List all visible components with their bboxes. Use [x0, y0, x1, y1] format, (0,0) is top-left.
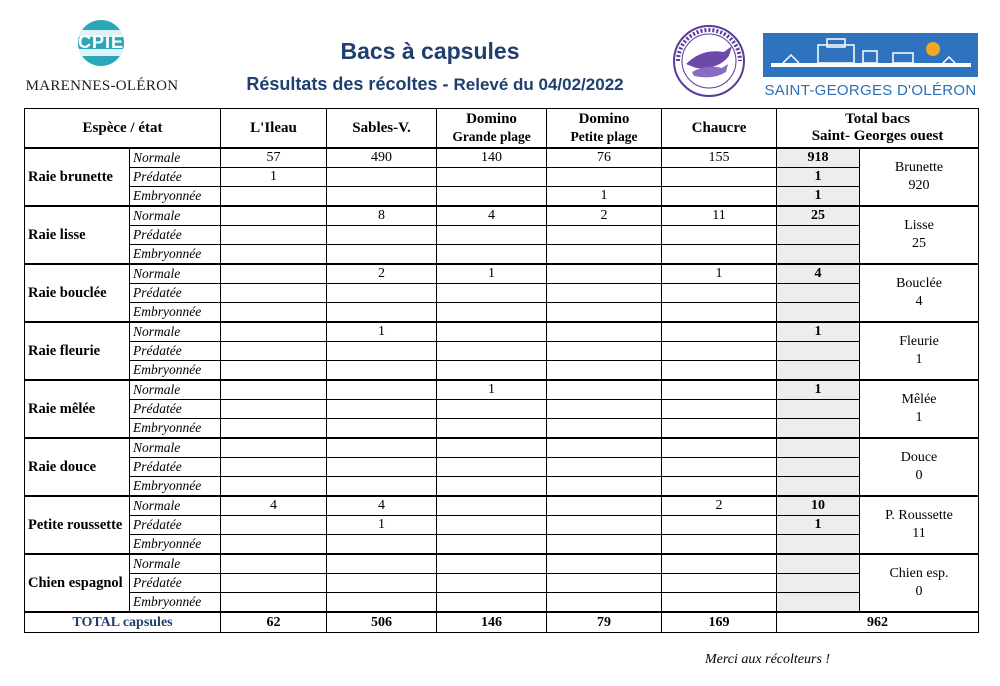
table-row	[25, 245, 979, 265]
count-cell	[221, 400, 327, 419]
species-name: Raie douce	[25, 438, 130, 496]
state-label: Embryonnée	[130, 303, 221, 323]
count-cell	[547, 361, 662, 381]
count-cell	[662, 535, 777, 555]
count-cell	[437, 438, 547, 458]
table-row	[25, 226, 979, 245]
header-domino-petite-sub: Petite plage	[570, 128, 638, 144]
state-label: Prédatée	[130, 458, 221, 477]
table-row	[25, 438, 979, 458]
summary-total: 0	[915, 584, 923, 599]
count-cell	[221, 342, 327, 361]
count-cell	[437, 168, 547, 187]
count-cell	[547, 496, 662, 516]
count-cell	[547, 574, 662, 593]
count-cell	[437, 400, 547, 419]
cpie-logo-letters: CPIE	[78, 32, 124, 52]
count-cell: 11	[662, 206, 777, 226]
count-cell	[547, 226, 662, 245]
row-total-cell	[777, 477, 860, 497]
row-total-cell: 10	[777, 496, 860, 516]
count-cell	[662, 419, 777, 439]
grand-total-cell: 962	[777, 612, 979, 633]
count-cell	[437, 322, 547, 342]
count-cell	[221, 303, 327, 323]
count-cell	[221, 322, 327, 342]
summary-total: 0	[915, 468, 923, 483]
count-cell	[662, 322, 777, 342]
count-cell	[221, 187, 327, 207]
table-row	[25, 187, 979, 207]
count-cell	[327, 419, 437, 439]
row-total-cell: 4	[777, 264, 860, 284]
summary-name: Mêlée	[901, 392, 937, 407]
species-name: Petite roussette	[25, 496, 130, 554]
thanks-note: Merci aux récolteurs !	[705, 652, 831, 667]
state-label: Normale	[130, 438, 221, 458]
subtitle-date: Relevé du 04/02/2022	[453, 75, 624, 94]
summary-name: P. Roussette	[885, 508, 953, 523]
count-cell	[547, 593, 662, 613]
state-label: Embryonnée	[130, 419, 221, 439]
header-species-state: Espèce / état	[25, 109, 221, 149]
saint-georges-logo	[763, 33, 978, 99]
state-label: Prédatée	[130, 574, 221, 593]
count-cell	[547, 284, 662, 303]
count-cell: 1	[437, 264, 547, 284]
subtitle-text: Résultats des récoltes -	[246, 74, 454, 94]
row-total-cell	[777, 419, 860, 439]
count-cell: 1	[662, 264, 777, 284]
count-cell	[662, 361, 777, 381]
count-cell	[437, 496, 547, 516]
count-cell	[327, 226, 437, 245]
count-cell: 1	[327, 516, 437, 535]
count-cell	[327, 245, 437, 265]
state-label: Normale	[130, 554, 221, 574]
count-cell	[327, 477, 437, 497]
count-cell: 155	[662, 148, 777, 168]
count-cell	[437, 593, 547, 613]
count-cell: 2	[547, 206, 662, 226]
species-summary	[860, 322, 979, 380]
summary-total: 1	[915, 352, 923, 367]
count-cell	[437, 574, 547, 593]
count-cell	[547, 458, 662, 477]
count-cell	[327, 380, 437, 400]
count-cell: 57	[221, 148, 327, 168]
count-cell	[437, 187, 547, 207]
summary-name: Lisse	[904, 218, 934, 233]
row-total-cell: 1	[777, 187, 860, 207]
count-cell	[662, 168, 777, 187]
count-cell: 490	[327, 148, 437, 168]
count-cell	[221, 361, 327, 381]
count-cell	[662, 593, 777, 613]
summary-total: 920	[908, 178, 930, 193]
count-cell	[327, 458, 437, 477]
count-cell	[437, 419, 547, 439]
count-cell	[547, 516, 662, 535]
count-cell	[547, 419, 662, 439]
count-cell	[547, 535, 662, 555]
header-domino-petite	[547, 109, 662, 149]
species-summary	[860, 206, 979, 264]
count-cell	[221, 593, 327, 613]
table-row	[25, 574, 979, 593]
table-row	[25, 342, 979, 361]
count-cell	[327, 303, 437, 323]
count-cell: 2	[327, 264, 437, 284]
count-cell	[327, 400, 437, 419]
row-total-cell	[777, 361, 860, 381]
table-row	[25, 361, 979, 381]
row-total-cell	[777, 284, 860, 303]
species-name: Raie mêlée	[25, 380, 130, 438]
count-cell	[327, 361, 437, 381]
header-total-title: Total bacs	[845, 111, 910, 127]
count-cell	[662, 516, 777, 535]
column-total-cell: 62	[221, 612, 327, 633]
header-domino-grande	[437, 109, 547, 149]
state-label: Embryonnée	[130, 361, 221, 381]
count-cell	[327, 438, 437, 458]
state-label: Normale	[130, 496, 221, 516]
count-cell	[437, 458, 547, 477]
table-row	[25, 535, 979, 555]
row-total-cell	[777, 226, 860, 245]
row-total-cell	[777, 400, 860, 419]
table-row	[25, 380, 979, 400]
state-label: Normale	[130, 380, 221, 400]
table-row	[25, 496, 979, 516]
count-cell	[221, 554, 327, 574]
count-cell	[221, 535, 327, 555]
count-cell: 1	[437, 380, 547, 400]
count-cell	[327, 168, 437, 187]
row-total-cell: 25	[777, 206, 860, 226]
count-cell: 2	[662, 496, 777, 516]
count-cell: 1	[327, 322, 437, 342]
cpie-logo	[22, 18, 182, 98]
count-cell	[437, 226, 547, 245]
table-row	[25, 264, 979, 284]
species-summary	[860, 148, 979, 206]
count-cell	[547, 380, 662, 400]
state-label: Prédatée	[130, 226, 221, 245]
species-name: Raie fleurie	[25, 322, 130, 380]
table-row	[25, 419, 979, 439]
summary-name: Chien esp.	[889, 566, 949, 581]
table-row	[25, 303, 979, 323]
count-cell	[662, 458, 777, 477]
count-cell	[327, 574, 437, 593]
count-cell	[547, 554, 662, 574]
count-cell	[221, 438, 327, 458]
summary-name: Bouclée	[896, 276, 942, 291]
row-total-cell	[777, 438, 860, 458]
count-cell: 140	[437, 148, 547, 168]
species-name: Chien espagnol	[25, 554, 130, 612]
count-cell	[327, 187, 437, 207]
totals-row	[25, 612, 979, 633]
count-cell	[221, 264, 327, 284]
count-cell: 4	[327, 496, 437, 516]
count-cell	[437, 245, 547, 265]
count-cell	[437, 303, 547, 323]
count-cell: 4	[221, 496, 327, 516]
row-total-cell: 1	[777, 516, 860, 535]
count-cell	[327, 554, 437, 574]
state-label: Prédatée	[130, 168, 221, 187]
summary-total: 4	[915, 294, 923, 309]
count-cell	[662, 380, 777, 400]
page-title: Bacs à capsules	[340, 38, 520, 64]
count-cell	[437, 477, 547, 497]
state-label: Normale	[130, 148, 221, 168]
species-name: Raie bouclée	[25, 264, 130, 322]
town-logo-name: SAINT-GEORGES D'OLÉRON	[764, 82, 977, 99]
count-cell: 8	[327, 206, 437, 226]
column-total-cell: 169	[662, 612, 777, 633]
count-cell	[221, 226, 327, 245]
count-cell	[221, 477, 327, 497]
table-row	[25, 458, 979, 477]
row-total-cell	[777, 554, 860, 574]
column-total-cell: 146	[437, 612, 547, 633]
summary-total: 11	[912, 526, 926, 541]
count-cell	[662, 226, 777, 245]
count-cell	[662, 438, 777, 458]
count-cell: 4	[437, 206, 547, 226]
count-cell	[327, 593, 437, 613]
count-cell	[547, 264, 662, 284]
count-cell	[327, 535, 437, 555]
count-cell	[662, 284, 777, 303]
state-label: Normale	[130, 206, 221, 226]
cpie-logo-city: MARENNES-OLÉRON	[25, 78, 179, 94]
state-label: Prédatée	[130, 342, 221, 361]
count-cell	[221, 458, 327, 477]
page-subtitle	[205, 74, 665, 95]
count-cell	[662, 400, 777, 419]
count-cell	[221, 284, 327, 303]
results-body	[25, 148, 979, 633]
table-row	[25, 554, 979, 574]
state-label: Prédatée	[130, 284, 221, 303]
count-cell	[547, 245, 662, 265]
count-cell	[437, 361, 547, 381]
species-summary	[860, 496, 979, 554]
count-cell	[221, 574, 327, 593]
summary-name: Brunette	[894, 160, 944, 175]
state-label: Normale	[130, 322, 221, 342]
count-cell: 1	[547, 187, 662, 207]
species-summary	[860, 438, 979, 496]
state-label: Normale	[130, 264, 221, 284]
summary-total: 1	[915, 410, 923, 425]
count-cell	[437, 284, 547, 303]
header-sables: Sables-V.	[327, 109, 437, 149]
state-label: Prédatée	[130, 400, 221, 419]
row-total-cell	[777, 458, 860, 477]
town-skyline-icon	[763, 33, 978, 77]
summary-name: Douce	[900, 450, 938, 465]
species-summary	[860, 554, 979, 612]
state-label: Embryonnée	[130, 477, 221, 497]
count-cell	[437, 535, 547, 555]
count-cell	[437, 342, 547, 361]
count-cell	[221, 419, 327, 439]
table-row	[25, 148, 979, 168]
header-chaucre: Chaucre	[662, 109, 777, 149]
count-cell	[221, 380, 327, 400]
row-total-cell	[777, 303, 860, 323]
table-row	[25, 400, 979, 419]
count-cell	[547, 400, 662, 419]
count-cell	[221, 245, 327, 265]
count-cell	[327, 342, 437, 361]
count-cell: 1	[221, 168, 327, 187]
column-total-cell: 506	[327, 612, 437, 633]
header-lileau: L'Ileau	[221, 109, 327, 149]
count-cell	[437, 554, 547, 574]
cpie-emblem-icon	[78, 20, 124, 66]
count-cell	[662, 574, 777, 593]
count-cell	[662, 554, 777, 574]
row-total-cell: 1	[777, 322, 860, 342]
count-cell	[662, 477, 777, 497]
species-summary	[860, 380, 979, 438]
table-row	[25, 284, 979, 303]
count-cell	[547, 342, 662, 361]
count-cell	[221, 516, 327, 535]
count-cell	[662, 187, 777, 207]
count-cell	[547, 303, 662, 323]
state-label: Embryonnée	[130, 245, 221, 265]
table-row	[25, 206, 979, 226]
count-cell	[662, 303, 777, 323]
count-cell	[327, 284, 437, 303]
count-cell	[547, 477, 662, 497]
row-total-cell: 1	[777, 380, 860, 400]
table-row	[25, 593, 979, 613]
count-cell	[221, 206, 327, 226]
table-header-row	[25, 109, 979, 149]
header-domino-grande-title: Domino	[466, 110, 517, 127]
count-cell: 76	[547, 148, 662, 168]
state-label: Embryonnée	[130, 535, 221, 555]
row-total-cell	[777, 245, 860, 265]
row-total-cell	[777, 535, 860, 555]
totals-label: TOTAL capsules	[25, 612, 221, 633]
header-total-sub: Saint- Georges ouest	[811, 128, 944, 144]
table-row	[25, 516, 979, 535]
header-domino-grande-sub: Grande plage	[452, 128, 531, 144]
header-total	[777, 109, 979, 149]
state-label: Prédatée	[130, 516, 221, 535]
count-cell	[547, 168, 662, 187]
species-name: Raie brunette	[25, 148, 130, 206]
row-total-cell	[777, 342, 860, 361]
row-total-cell: 918	[777, 148, 860, 168]
count-cell	[662, 245, 777, 265]
header-domino-petite-title: Domino	[578, 110, 630, 127]
table-row	[25, 168, 979, 187]
count-cell	[547, 322, 662, 342]
summary-total: 25	[912, 236, 927, 251]
row-total-cell: 1	[777, 168, 860, 187]
row-total-cell	[777, 574, 860, 593]
count-cell	[662, 342, 777, 361]
state-label: Embryonnée	[130, 593, 221, 613]
column-total-cell: 79	[547, 612, 662, 633]
count-cell	[547, 438, 662, 458]
summary-name: Fleurie	[899, 334, 939, 349]
count-cell	[437, 516, 547, 535]
species-name: Raie lisse	[25, 206, 130, 264]
shark-association-logo-icon	[672, 24, 746, 98]
results-table	[24, 108, 979, 633]
state-label: Embryonnée	[130, 187, 221, 207]
row-total-cell	[777, 593, 860, 613]
species-summary	[860, 264, 979, 322]
table-row	[25, 322, 979, 342]
table-row	[25, 477, 979, 497]
